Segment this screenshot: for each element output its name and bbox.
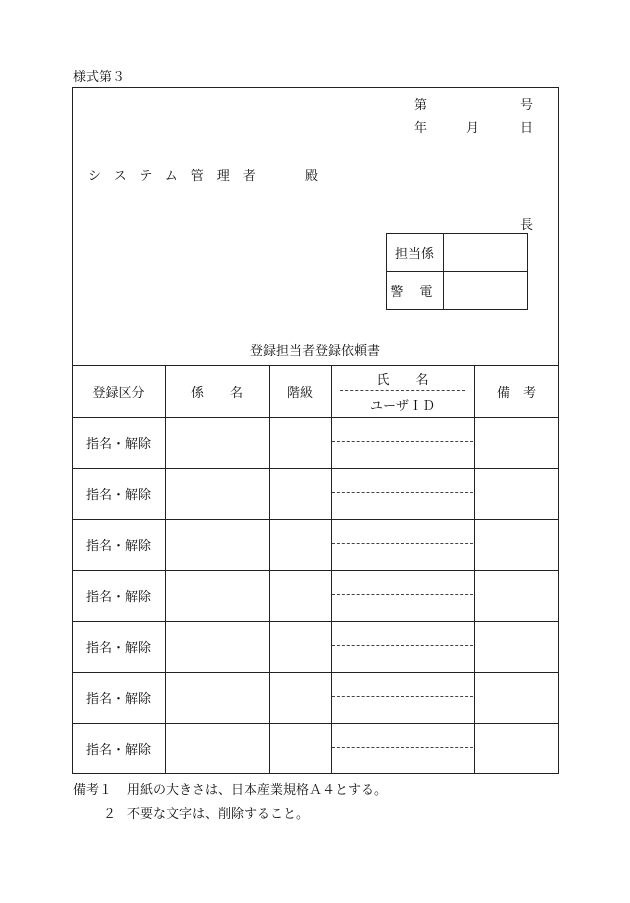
cell-rank[interactable] [269, 519, 331, 570]
date-day: 日 [520, 121, 534, 136]
cell-remarks[interactable] [474, 570, 559, 621]
cell-name[interactable] [331, 723, 474, 747]
cell-remarks[interactable] [474, 621, 559, 672]
cell-user-id[interactable] [331, 595, 474, 621]
cell-category[interactable]: 指名・解除 [85, 590, 151, 605]
cell-remarks[interactable] [474, 417, 559, 468]
cell-category[interactable]: 指名・解除 [85, 692, 151, 707]
cell-name[interactable] [331, 519, 474, 543]
header-rank: 階級 [286, 385, 313, 401]
number-suffix: 号 [520, 98, 534, 113]
cell-category[interactable]: 指名・解除 [85, 539, 151, 554]
note-number-2: ２ [103, 807, 117, 822]
cell-section[interactable] [165, 468, 269, 519]
cell-section[interactable] [165, 672, 269, 723]
cell-rank[interactable] [269, 417, 331, 468]
cell-section[interactable] [165, 621, 269, 672]
header-name: 氏 名 [376, 372, 429, 388]
header-category: 登録区分 [92, 385, 145, 401]
cell-name[interactable] [331, 672, 474, 696]
cell-user-id[interactable] [331, 493, 474, 519]
contact-value-tanto[interactable] [443, 233, 528, 271]
note-item-2: 不要な文字は、削除すること。 [127, 807, 310, 822]
cell-category[interactable]: 指名・解除 [85, 437, 151, 452]
header-remarks: 備 考 [496, 385, 536, 401]
cell-name[interactable] [331, 417, 474, 441]
cell-rank[interactable] [269, 672, 331, 723]
cell-name[interactable] [331, 468, 474, 492]
cell-user-id[interactable] [331, 442, 474, 468]
number-prefix: 第 [414, 98, 428, 113]
cell-name[interactable] [331, 621, 474, 645]
cell-name[interactable] [331, 570, 474, 594]
date-month: 月 [466, 121, 480, 136]
form-label: 様式第３ [73, 70, 126, 85]
cell-remarks[interactable] [474, 519, 559, 570]
addressee-name: システム管理者 [88, 169, 269, 184]
cell-category[interactable]: 指名・解除 [85, 488, 151, 503]
cell-user-id[interactable] [331, 697, 474, 723]
cell-user-id[interactable] [331, 646, 474, 672]
cell-category[interactable]: 指名・解除 [85, 743, 151, 758]
addressee-honorific: 殿 [305, 169, 319, 184]
cell-user-id[interactable] [331, 748, 474, 774]
header-name-divider [340, 390, 465, 391]
cell-remarks[interactable] [474, 723, 559, 774]
cell-section[interactable] [165, 519, 269, 570]
cell-rank[interactable] [269, 570, 331, 621]
note-item-1: 用紙の大きさは、日本産業規格Ａ４とする。 [127, 783, 388, 798]
contact-label-phone: 警 電 [390, 285, 439, 300]
cell-section[interactable] [165, 417, 269, 468]
cell-user-id[interactable] [331, 544, 474, 570]
cell-section[interactable] [165, 570, 269, 621]
header-user-id: ユーザＩＤ [369, 398, 435, 414]
cell-rank[interactable] [269, 621, 331, 672]
date-year: 年 [414, 121, 428, 136]
contact-value-phone[interactable] [443, 271, 528, 310]
cell-remarks[interactable] [474, 468, 559, 519]
cell-rank[interactable] [269, 723, 331, 774]
cell-rank[interactable] [269, 468, 331, 519]
contact-label-tanto: 担当係 [394, 246, 434, 262]
cell-remarks[interactable] [474, 672, 559, 723]
notes-label: 備考１ [73, 783, 113, 798]
header-section: 係 名 [190, 385, 243, 401]
cell-category[interactable]: 指名・解除 [85, 641, 151, 656]
cell-section[interactable] [165, 723, 269, 774]
sender-title-suffix: 長 [520, 218, 534, 233]
document-title: 登録担当者登録依頼書 [250, 344, 381, 359]
